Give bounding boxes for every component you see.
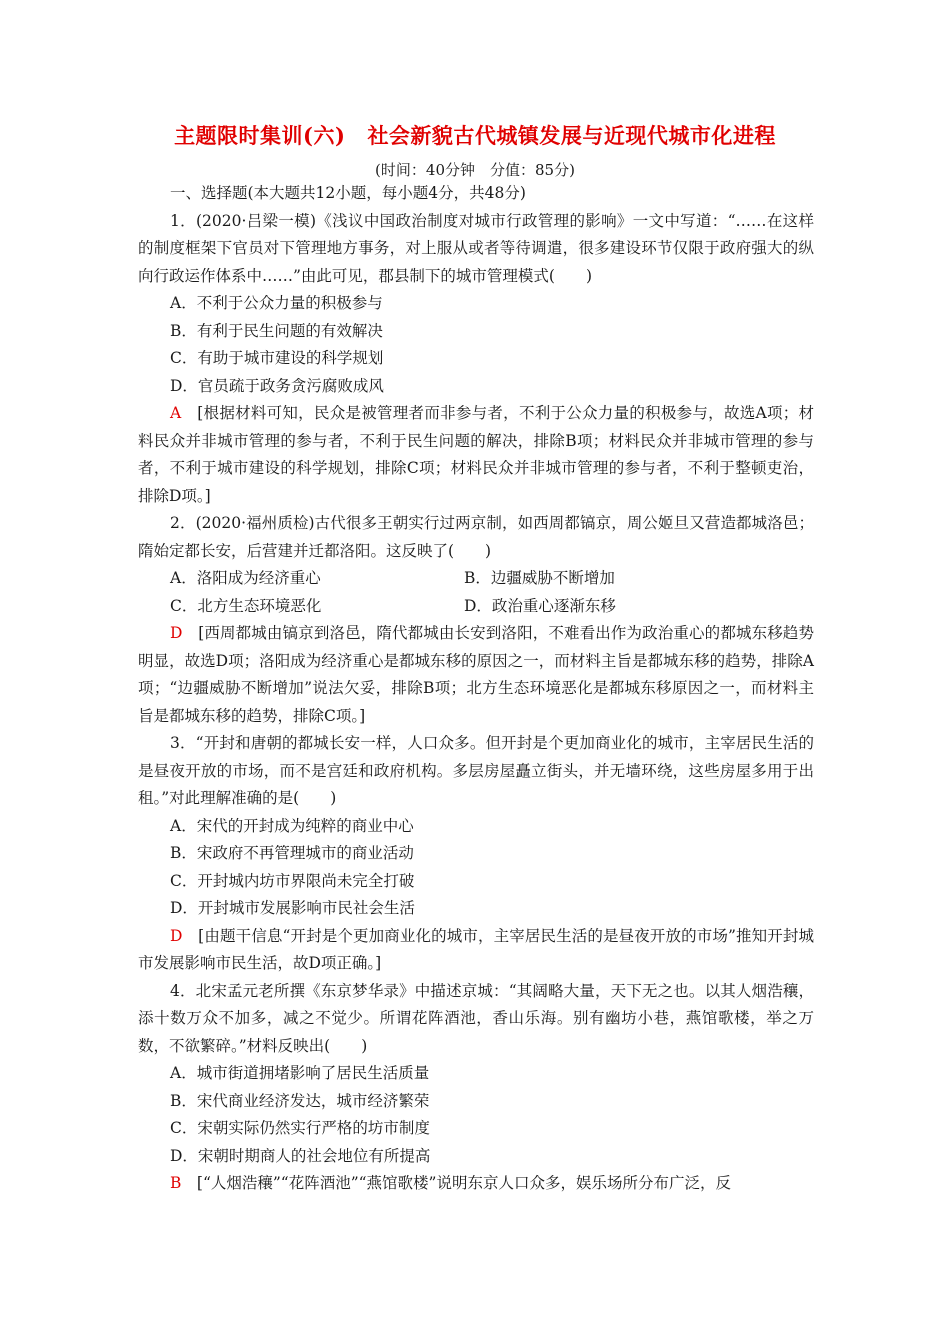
answer-explanation: [138, 923, 814, 978]
question-option: A．宋代的开封成为纯粹的商业中心: [170, 816, 414, 835]
answer-explanation: [138, 620, 814, 730]
question-option: A．洛阳成为经济重心: [170, 569, 321, 587]
explanation-text: [“人烟浩穰”“花阵酒池”“燕馆歌楼”说明东京人口众多，娱乐场所分布广泛，反: [181, 1174, 731, 1192]
question-option: C．开封城内坊市界限尚未完全打破: [170, 871, 415, 890]
answer-explanation: [138, 1170, 814, 1198]
question-option: D．开封城市发展影响市民社会生活: [170, 899, 415, 917]
question-stem: 4．北宋孟元老所撰《东京梦华录》中描述京城：“其阔略大量，天下无之也。以其人烟浩穰，添十数万众不加多，减之不觉少。所谓花阵酒池，香山乐海。别有幽坊小巷，燕馆歌楼，举之万数，不欲繁碎。”材料反映出( ): [138, 981, 814, 1055]
question-stem: 2．(2020·福州质检)古代很多王朝实行过两京制，如西周都镐京，周公姬旦又营造都城洛邑；隋始定都长安，后营建并迁都洛阳。这反映了( ): [138, 514, 814, 560]
question-stem: 3．“开封和唐朝的都城长安一样，人口众多。但开封是个更加商业化的城市，主宰居民生活的是昼夜开放的市场，而不是宫廷和政府机构。多层房屋矗立街头，并无墙环绕，这些房屋多用于出租。”对此理解准确的是( ): [138, 734, 814, 807]
question-option: C．有助于城市建设的科学规划: [170, 349, 384, 367]
option-row: [138, 565, 814, 593]
question-option: A．不利于公众力量的积极参与: [170, 294, 383, 312]
answer-explanation: [138, 400, 814, 510]
question-option: D．官员疏于政务贪污腐败成风: [170, 376, 384, 395]
answer-letter: A: [170, 404, 182, 422]
explanation-text: [西周都城由镐京到洛邑，隋代都城由长安到洛阳，不难看出作为政治重心的都城东移趋势明显，故选D项；洛阳成为经济重心是都城东移的原因之一，而材料主旨是都城东移的趋势，排除A项；“边疆威胁不断增加”说法欠妥，排除B项；北方生态环境恶化是都城东移原因之一，而材料主旨是都城东移的趋势，排除C项。]: [138, 624, 814, 725]
section-heading: 一、选择题(本大题共12小题，每小题4分，共48分): [170, 184, 526, 202]
question-option: A．城市街道拥堵影响了居民生活质量: [170, 1064, 430, 1082]
question-option: B．宋代商业经济发达，城市经济繁荣: [170, 1091, 430, 1110]
answer-letter: D: [170, 926, 183, 945]
option-row: [138, 593, 814, 621]
question-option: C．宋朝实际仍然实行严格的坊市制度: [170, 1119, 430, 1137]
question-content: [138, 180, 814, 1198]
explanation-text: [根据材料可知，民众是被管理者而非参与者，不利于公众力量的积极参与，故选A项；材料民众并非城市管理的参与者，不利于民生问题的解决，排除B项；材料民众并非城市管理的参与者，不利于城市建设的科学规划，排除C项；材料民众并非城市管理的参与者，不利于整顿吏治，排除D项。]: [138, 404, 814, 505]
question-option: B．有利于民生问题的有效解决: [170, 321, 383, 340]
title-topic: 社会新貌古代城镇发展与近现代城市化进程: [367, 123, 776, 148]
question-option: C．北方生态环境恶化: [170, 596, 322, 615]
question-option: B．宋政府不再管理城市的商业活动: [170, 844, 414, 862]
explanation-text: [由题干信息“开封是个更加商业化的城市，主宰居民生活的是昼夜开放的市场”推知开封城市发展影响市民生活，故D项正确。]: [138, 926, 814, 972]
question-option: D．宋朝时期商人的社会地位有所提高: [170, 1146, 431, 1165]
page-subtitle: (时间：40分钟 分值：85分): [375, 161, 575, 179]
page-title: [0, 120, 950, 150]
question-option: B．边疆威胁不断增加: [464, 569, 615, 587]
title-series: 主题限时集训(六): [174, 123, 346, 148]
answer-letter: B: [170, 1174, 182, 1192]
question-stem: 1．(2020·吕梁一模)《浅议中国政治制度对城市行政管理的影响》一文中写道：“……在这样的制度框架下官员对下管理地方事务，对上服从或者等待调遣，很多建设环节仅限于政府强大的纵向行政运作体系中……”由此可见，郡县制下的城市管理模式( ): [138, 211, 814, 285]
answer-letter: D: [170, 624, 183, 642]
question-option: D．政治重心逐渐东移: [464, 596, 616, 615]
